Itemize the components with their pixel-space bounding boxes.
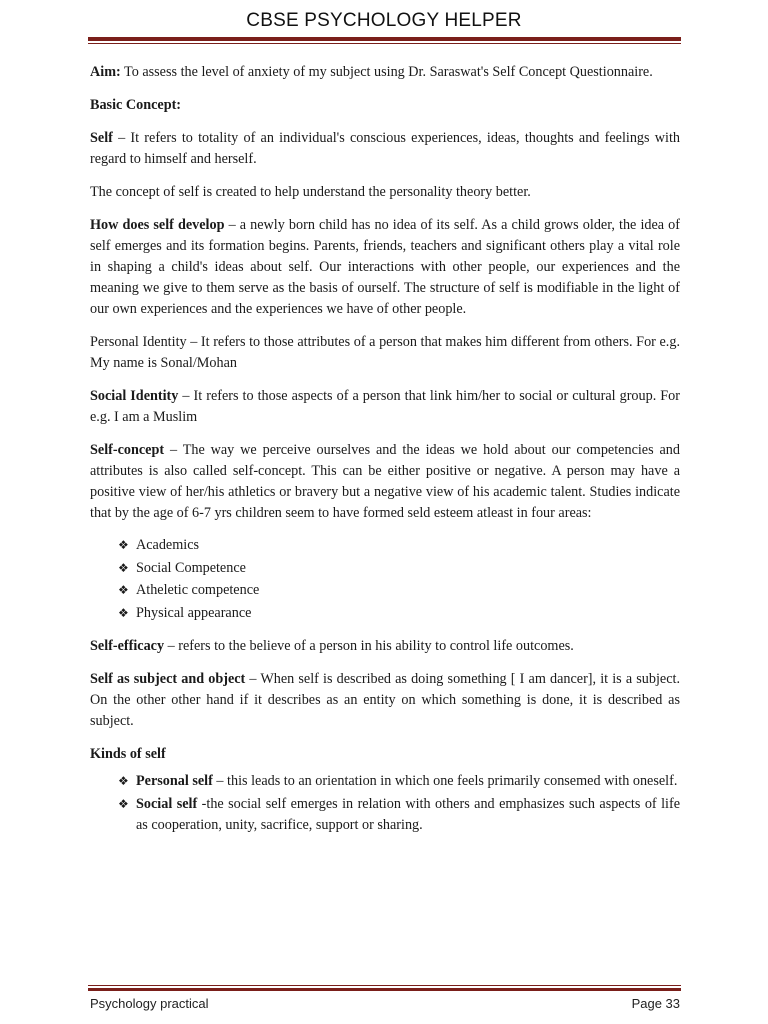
footer-left-text: Psychology practical <box>90 996 209 1011</box>
list-item <box>118 794 680 836</box>
self-label: Self <box>90 130 113 146</box>
social-identity-text: – It refers to those aspects of a person that link him/her to social or cultural group. For e.g. I am a Muslim <box>90 388 680 425</box>
kinds-of-self-list <box>90 771 680 836</box>
concept-of-self-paragraph <box>90 182 680 203</box>
list-item <box>118 579 680 602</box>
basic-concept-heading <box>90 95 680 116</box>
aim-paragraph <box>90 62 680 83</box>
footer-rule-thin <box>88 985 681 986</box>
self-concept-paragraph <box>90 440 680 524</box>
social-identity-label: Social Identity <box>90 388 179 404</box>
kind-text: -the social self emerges in relation with others and emphasizes such aspects of life as cooperation, unity, sacrifice, support or sharing. <box>136 796 680 833</box>
four-areas-list <box>90 534 680 624</box>
list-item <box>118 771 680 792</box>
footer-rule-thick <box>88 988 681 991</box>
self-efficacy-paragraph <box>90 636 680 657</box>
self-efficacy-text: – refers to the believe of a person in his ability to control life outcomes. <box>164 638 574 654</box>
list-item-text: Academics <box>136 537 200 553</box>
kinds-of-self-heading <box>90 744 680 765</box>
diamond-bullet-icon: ❖ <box>118 583 129 597</box>
kind-text: – this leads to an orientation in which one feels primarily consemed with oneself. <box>212 773 678 789</box>
aim-label: Aim: <box>90 64 121 80</box>
list-item-text: Atheletic competence <box>136 582 260 598</box>
kind-label: Personal self <box>136 773 213 789</box>
diamond-bullet-icon: ❖ <box>118 797 129 811</box>
basic-concept-label: Basic Concept: <box>90 97 182 113</box>
list-item-text: Social Competence <box>136 559 246 576</box>
self-paragraph <box>90 128 680 170</box>
self-text: – It refers to totality of an individual's conscious experiences, ideas, thoughts and feelings with regard to himself and herself. <box>90 130 680 167</box>
page-content <box>90 62 680 838</box>
page-number: Page 33 <box>631 996 680 1011</box>
self-efficacy-label: Self-efficacy <box>90 638 165 654</box>
how-develop-paragraph <box>90 215 680 320</box>
concept-of-self-text: The concept of self is created to help understand the personality theory better. <box>90 184 531 200</box>
diamond-bullet-icon: ❖ <box>118 774 129 788</box>
subject-object-paragraph <box>90 669 680 732</box>
personal-identity-text: Personal Identity – It refers to those attributes of a person that makes him different from others. For e.g. My name is Sonal/Mohan <box>90 334 680 371</box>
how-develop-label: How does self develop <box>90 217 225 233</box>
list-item <box>118 557 680 580</box>
diamond-bullet-icon: ❖ <box>118 560 129 575</box>
diamond-bullet-icon: ❖ <box>118 538 129 552</box>
how-develop-text: – a newly born child has no idea of its self. As a child grows older, the idea of self emerges and its formation begins. Parents, friends, teachers and significant others play a vital role in shaping a child's ideas about self. Our interactions with other people, our experiences and the meaning we give to them serve as the basis of ourself. The structure of self is modifiable in the light of our own experiences and the experiences we have of other people. <box>90 217 680 317</box>
list-item-text: Physical appearance <box>136 604 252 621</box>
header-rule-thick <box>88 37 681 41</box>
social-identity-paragraph <box>90 386 680 428</box>
aim-text: To assess the level of anxiety of my subject using Dr. Saraswat's Self Concept Questionnaire. <box>120 64 653 80</box>
list-item <box>118 602 680 625</box>
header-rule-thin <box>88 43 681 44</box>
diamond-bullet-icon: ❖ <box>118 605 129 620</box>
subject-object-label: Self as subject and object <box>90 671 246 687</box>
kinds-of-self-label: Kinds of self <box>90 746 166 762</box>
subject-object-text: – When self is described as doing something [ I am dancer], it is a subject. On the other other hand if it describes as an entity on which something is done, it is described as subject. <box>90 671 680 729</box>
kind-label: Social self <box>136 796 198 812</box>
list-item <box>118 534 680 557</box>
personal-identity-paragraph <box>90 332 680 374</box>
self-concept-text: – The way we perceive ourselves and the ideas we hold about our competencies and attributes is also called self-concept. This can be either positive or negative. A person may have a positive view of her/his athletics or bravery but a negative view of his academic talent. Studies indicate that by the age of 6-7 yrs children seem to have formed seld esteem atleast in four areas: <box>90 442 680 521</box>
page-title: CBSE PSYCHOLOGY HELPER <box>246 10 522 31</box>
self-concept-label: Self-concept <box>90 442 165 458</box>
